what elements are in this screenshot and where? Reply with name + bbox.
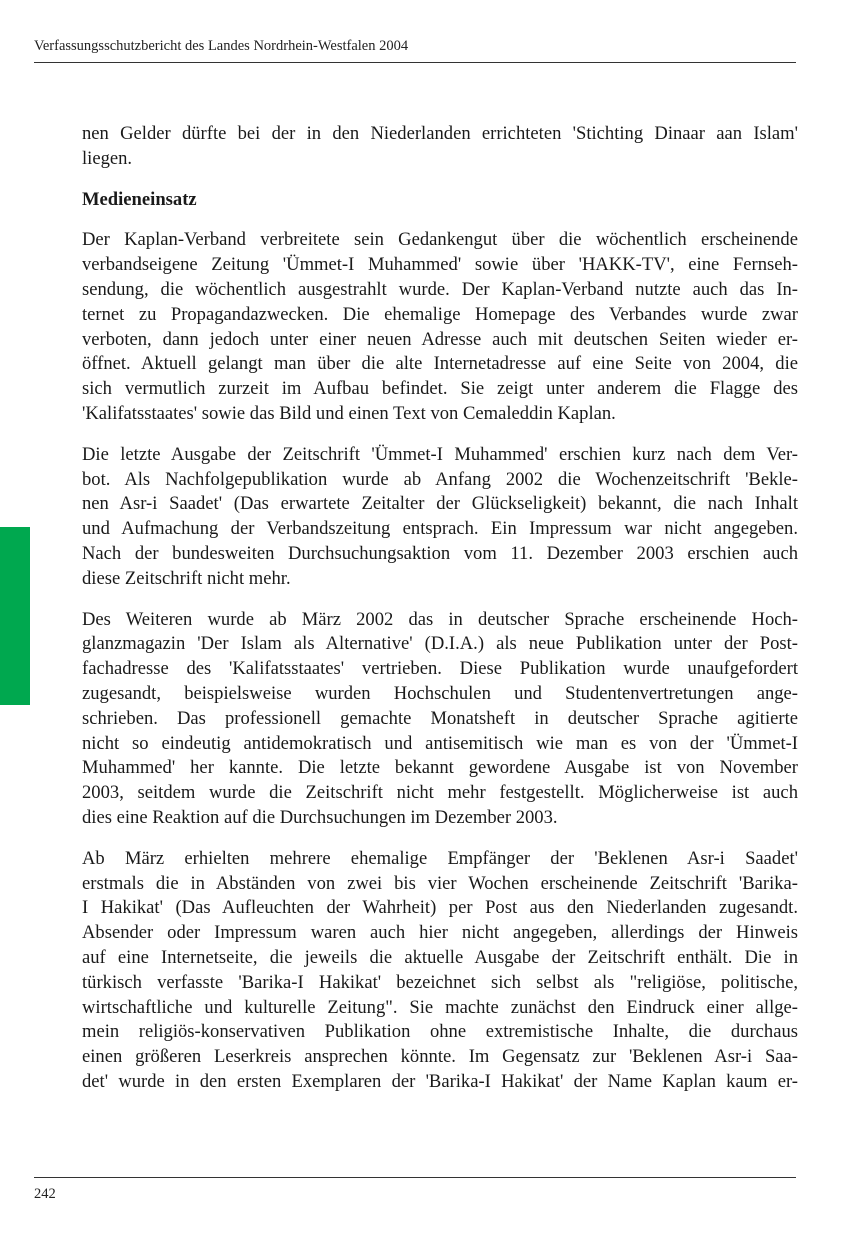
text-line: wirtschaftliche und kulturelle Zeitung". Sie machte zunächst den Eindruck einer allge- bbox=[82, 996, 798, 1018]
page-number: 242 bbox=[34, 1186, 56, 1202]
text-line: türkisch verfasste 'Barika-I Hakikat' bezeichnet sich selbst als "religiöse, politische, bbox=[82, 971, 798, 993]
text-line: Nach der bundesweiten Durchsuchungsaktion vom 11. Dezember 2003 erschien auch bbox=[82, 542, 798, 564]
text-line: sendung, die wöchentlich ausgestrahlt wurde. Der Kaplan-Verband nutzte auch das In- bbox=[82, 278, 798, 300]
text-line: ternet zu Propagandazwecken. Die ehemalige Homepage des Verbandes wurde zwar bbox=[82, 303, 798, 325]
text-line: 2003, seitdem wurde die Zeitschrift nicht mehr festgestellt. Möglicherweise ist auch bbox=[82, 782, 798, 804]
text-line: Muhammed' her kannte. Die letzte bekannt gewordene Ausgabe ist von November bbox=[82, 757, 798, 779]
text-line: Die letzte Ausgabe der Zeitschrift 'Ümmet-I Muhammed' erschien kurz nach dem Ver- bbox=[82, 443, 798, 465]
text-line: Absender oder Impressum waren auch hier nicht angegeben, allerdings der Hinweis bbox=[82, 922, 798, 944]
text-line: nen Gelder dürfte bei der in den Niederlanden errichteten 'Stichting Dinaar aan Islam' bbox=[82, 123, 798, 144]
text-line: mein religiös-konservativen Publikation ohne extremistische Inhalte, die durchaus bbox=[82, 1021, 798, 1043]
text-line: Der Kaplan-Verband verbreitete sein Gedankengut über die wöchentlich erscheinende bbox=[82, 229, 798, 251]
footer-divider bbox=[34, 1177, 796, 1178]
text-line: diese Zeitschrift nicht mehr. bbox=[82, 567, 291, 589]
body-paragraph bbox=[82, 847, 798, 1095]
text-line: fachadresse des 'Kalifatsstaates' vertrieben. Diese Publikation wurde unaufgefordert bbox=[82, 658, 798, 680]
text-line: verboten, dann jedoch unter einer neuen Adresse auch mit deutschen Seiten wieder er- bbox=[82, 328, 798, 350]
text-line: Ab März erhielten mehrere ehemalige Empfänger der 'Beklenen Asr-i Saadet' bbox=[82, 847, 798, 869]
paragraph-list bbox=[82, 228, 798, 1094]
text-line: Des Weiteren wurde ab März 2002 das in deutscher Sprache erscheinende Hoch- bbox=[82, 608, 798, 630]
section-heading: Medieneinsatz bbox=[82, 188, 197, 210]
body-paragraph bbox=[82, 608, 798, 831]
text-line: det' wurde in den ersten Exemplaren der 'Barika-I Hakikat' der Name Kaplan kaum er- bbox=[82, 1070, 798, 1092]
text-line: 'Kalifatsstaates' sowie das Bild und einen Text von Cemaleddin Kaplan. bbox=[82, 402, 616, 424]
body-paragraph bbox=[82, 443, 798, 592]
text-line: erstmals die in Abständen von zwei bis vier Wochen erscheinende Zeitschrift 'Barika- bbox=[82, 872, 798, 894]
text-line: und Aufmachung der Verbandszeitung entsprach. Ein Impressum war nicht angegeben. bbox=[82, 518, 798, 540]
text-line: auf eine Internetseite, die jeweils die aktuelle Ausgabe der Zeitschrift enthält. Die in bbox=[82, 946, 798, 968]
page-body bbox=[82, 122, 798, 1095]
text-line: schrieben. Das professionell gemachte Monatsheft in deutscher Sprache agitierte bbox=[82, 707, 798, 729]
text-line: nicht so eindeutig antidemokratisch und antisemitisch wie man es von der 'Ümmet-I bbox=[82, 732, 798, 754]
text-line: nen Asr-i Saadet' (Das erwartete Zeitalter der Glückseligkeit) bekannt, die nach Inhalt bbox=[82, 493, 798, 515]
body-paragraph bbox=[82, 228, 798, 426]
text-line: I Hakikat' (Das Aufleuchten der Wahrheit) per Post aus den Niederlanden zugesandt. bbox=[82, 897, 798, 919]
header-divider bbox=[34, 62, 796, 63]
text-line: dies eine Reaktion auf die Durchsuchungen im Dezember 2003. bbox=[82, 806, 558, 828]
text-line: einen größeren Leserkreis ansprechen könnte. Im Gegensatz zur 'Beklenen Asr-i Saa- bbox=[82, 1046, 798, 1068]
text-line: liegen. bbox=[82, 147, 133, 169]
text-line: bot. Als Nachfolgepublikation wurde ab Anfang 2002 die Wochenzeitschrift 'Bekle- bbox=[82, 468, 798, 490]
chapter-marker-tab bbox=[0, 527, 30, 705]
text-line: zugesandt, beispielsweise wurden Hochschulen und Studentenvertretungen ange- bbox=[82, 682, 798, 704]
text-line: sich vermutlich zurzeit im Aufbau befindet. Sie zeigt unter anderem die Flagge des bbox=[82, 378, 798, 400]
text-line: öffnet. Aktuell gelangt man über die alte Internetadresse auf eine Seite von 2004, die bbox=[82, 353, 798, 375]
running-header: Verfassungsschutzbericht des Landes Nordrhein-Westfalen 2004 bbox=[34, 38, 409, 54]
text-line: verbandseigene Zeitung 'Ümmet-I Muhammed' sowie über 'HAKK-TV', eine Fernseh- bbox=[82, 254, 798, 276]
intro-paragraph bbox=[82, 122, 798, 172]
text-line: glanzmagazin 'Der Islam als Alternative' (D.I.A.) als neue Publikation unter der Post- bbox=[82, 633, 798, 655]
